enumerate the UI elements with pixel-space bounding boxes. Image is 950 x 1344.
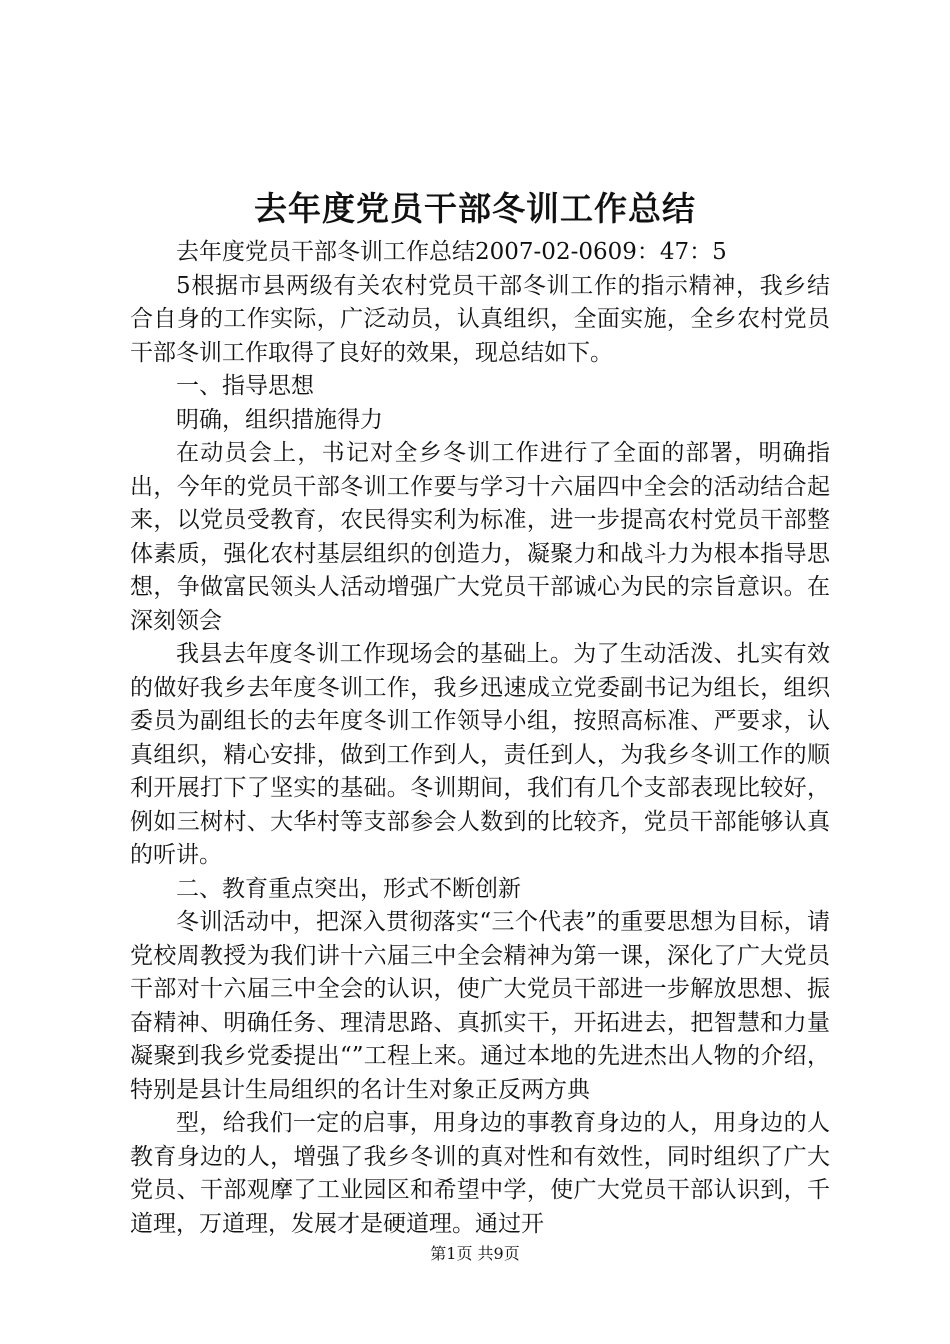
document-body xyxy=(130,236,830,1241)
paragraph-header-line: 去年度党员干部冬训工作总结2007-02-0609：47：5 xyxy=(176,239,727,265)
paragraph-mobilization-meeting: 在动员会上，书记对全乡冬训工作进行了全面的部署，明确指出，今年的党员干部冬训工作要与学习十六届四中全会的活动结合起来，以党员受教育，农民得实利为标准，进一步提高农村党员干部整体素质，强化农村基层组织的创造力，凝聚力和战斗力为根本指导思想，争做富民领头人活动增强广大党员干部诚心为民的宗旨意识。在深刻领会 xyxy=(130,440,830,634)
document-title: 去年度党员干部冬训工作总结 xyxy=(254,189,696,228)
section-heading-education-focus: 二、教育重点突出，形式不断创新 xyxy=(176,875,521,902)
paragraph-measures: 明确，组织措施得力 xyxy=(176,406,383,433)
paragraph-typical-examples: 型，给我们一定的启事，用身边的事教育身边的人，用身边的人教育身边的人，增强了我乡冬训的真对性和有效性，同时组织了广大党员、干部观摩了工业园区和希望中学，使广大党员干部认识到，千道理，万道理，发展才是硬道理。通过开 xyxy=(130,1110,830,1237)
section-heading-guiding-thought: 一、指导思想 xyxy=(176,373,314,399)
page-footer: 第1页 共9页 xyxy=(430,1244,520,1263)
paragraph-intro: 5根据市县两级有关农村党员干部冬训工作的指示精神，我乡结合自身的工作实际，广泛动员，认真组织，全面实施，全乡农村党员干部冬训工作取得了良好的效果，现总结如下。 xyxy=(130,272,830,366)
paragraph-leadership-group: 我县去年度冬训工作现场会的基础上。为了生动活泼、扎实有效的做好我乡去年度冬训工作，我乡迅速成立党委副书记为组长，组织委员为副组长的去年度冬训工作领导小组，按照高标准、严要求，认真组织，精心安排，做到工作到人，责任到人，为我乡冬训工作的顺利开展打下了坚实的基础。冬训期间，我们有几个支部表现比较好，例如三树村、大华村等支部参会人数到的比较齐，党员干部能够认真的听讲。 xyxy=(130,641,830,868)
paragraph-training-activities: 冬训活动中，把深入贯彻落实“三个代表”的重要思想为目标，请党校周教授为我们讲十六届三中全会精神为第一课，深化了广大党员干部对十六届三中全会的认识，使广大党员干部进一步解放思想、振奋精神、明确任务、理清思路、真抓实干，开拓进去，把智慧和力量凝聚到我乡党委提出“”工程上来。通过本地的先进杰出人物的介绍，特别是县计生局组织的名计生对象正反两方典 xyxy=(130,909,830,1103)
